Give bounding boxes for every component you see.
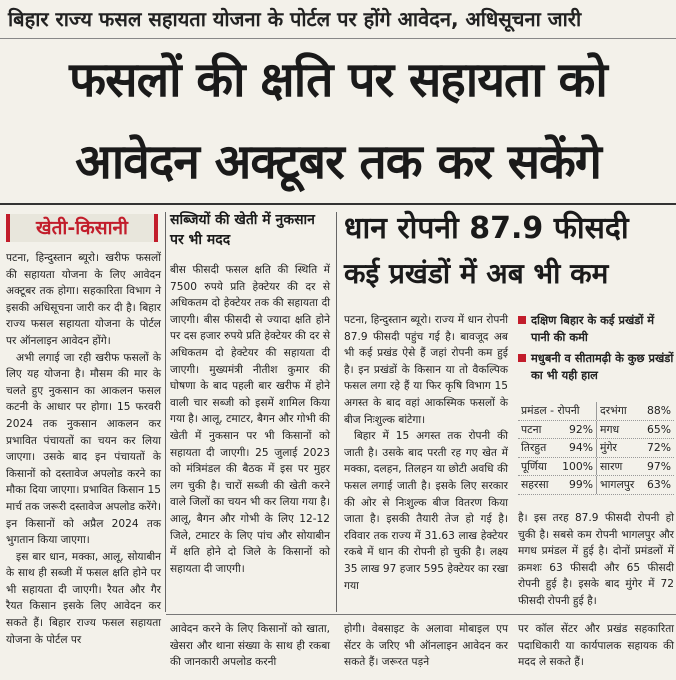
column-divider	[165, 212, 166, 612]
table-cell: 92%	[569, 422, 593, 436]
table-cell: मगध	[600, 422, 620, 436]
table-cell: 72%	[647, 441, 671, 455]
col1-paragraph: इस बार धान, मक्का, आलू, सोयाबीन के साथ ही सब्जी में फसल क्षति होने पर भी सहायता दी जाएगी। रैयत और गैर रैयत किसान इसके लिए आवेदन कर सकते हैं। बिहार राज्य फसल सहायता योजना के पोर्टल पर	[6, 550, 161, 646]
bottom-col-3: होगी। वेबसाइट के अलावा मोबाइल एप सेंटर के जरिए भी ऑनलाइन आवेदन कर सकते हैं। जरूरत पड़ने	[344, 623, 508, 669]
headline-rule	[0, 203, 676, 205]
table-cell: सहरसा	[521, 478, 549, 492]
bottom-col-2: आवेदन करने के लिए किसानों को खाता, खेसरा और थाना संख्या के साथ ही रकबा की जानकारी अपलोड करनी	[170, 623, 330, 669]
rice-highlights	[518, 312, 676, 388]
table-cell: 65%	[647, 422, 671, 436]
table-cell: 99%	[569, 478, 593, 492]
rice-text: पटना, हिन्दुस्तान ब्यूरो। राज्य में धान रोपनी 87.9 फीसदी पहुंच गई है। बावजूद अब भी कई प्रखंड ऐसे हैं जहां रोपनी कम हुई है। इन प्रखंडों के किसान या तो वैकल्पिक फसल लगा रहे हैं या फिर कृषि विभाग 15 अगस्त के बाद वहां आकस्मिक फसलों के बीज निःशुल्क बांटेगा।	[344, 314, 508, 426]
table-row	[518, 439, 674, 458]
rice-headline-1: धान रोपनी 87.9 फीसदी	[344, 211, 629, 246]
bottom-rule	[166, 614, 676, 615]
kicker-headline: बिहार राज्य फसल सहायता योजना के पोर्टल पर होंगे आवेदन, अधिसूचना जारी	[8, 7, 582, 31]
rice-text-2: बिहार में 15 अगस्त तक रोपनी की जाती है। उसके बाद परती रह गए खेत में मक्का, दलहन, तिलहन या छोटी अवधि की फसल लगाई जाती है। इसके लिए सरकार की ओर से निःशुल्क बीज वितरण किया जाता है। इसकी तैयारी तेज हो गई है। रविवार तक राज्य में 31.63 लाख हेक्टेयर रकबे में धान की रोपनी हो चुकी है। लक्ष्य 35 लाख 97 हजार 595 हेक्टेयर का रखा गया	[344, 430, 508, 592]
highlight-item	[518, 350, 676, 384]
headline-line-1: फसलों की क्षति पर सहायता को	[69, 52, 607, 108]
table-row	[518, 458, 674, 477]
table-cell: मुंगेर	[600, 441, 617, 455]
column-1	[6, 250, 161, 646]
bottom-col-4: पर कॉल सेंटर और प्रखंड सहकारिता पदाधिकारी या कार्यपालक सहायक की मदद ले सकते हैं।	[518, 623, 674, 669]
kicker-rule	[0, 38, 676, 39]
table-cell: प्रमंडल - रोपनी	[521, 404, 580, 417]
table-cell: भागलपुर	[600, 478, 635, 492]
col1-paragraph: पटना, हिन्दुस्तान ब्यूरो। खरीफ फसलों की सहायता योजना के लिए आवेदन अक्टूबर तक होगा। सहकारिता विभाग ने इसकी अधिसूचना जारी कर दी है। बिहार राज्य फसल सहायता योजना के पोर्टल पर ऑनलाइन आवेदन होंगे।	[6, 252, 161, 347]
headline-line-2: आवेदन अक्टूबर तक कर सकेंगे	[75, 134, 601, 190]
col2-text: बीस फीसदी फसल क्षति की स्थिति में 7500 रुपये प्रति हेक्टेयर की दर से अधिकतम दो हेक्टेयर तक की सहायता दी जाएगी। बीस फीसदी से ज्यादा क्षति होने पर दस हजार रुपये प्रति हेक्टेयर की दर से अधिकतम दो हेक्टेयर की सहायता दी जाएगी। मुख्यमंत्री नीतीश कुमार की घोषणा के बाद पहली बार खरीफ में होने वाली चार सब्जी को इसमें शामिल किया गया है। आलू, टमाटर, बैगन और गोभी की खेती में नुकसान पर भी किसानों को सहायता दी जाएगी। 25 जुलाई 2023 को मंत्रिमंडल की बैठक में इस पर मुहर लग चुकी है। चारों सब्जी की खेती करने वाले जिलों का चयन भी कर लिया गया है। आलू, बैगन और गोभी के लिए 12-12 जिले, टमाटर के लिए पांच और सोयाबीन में क्षति होने दो जिले के किसानों को सहायता दी जाएगी।	[170, 264, 330, 575]
table-row	[518, 402, 674, 421]
rice-column-right	[518, 510, 674, 610]
highlight-item	[518, 312, 676, 346]
table-cell: 100%	[562, 459, 593, 473]
table-cell: 88%	[647, 404, 671, 417]
rice-headline-2: कई प्रखंडों में अब भी कम	[344, 257, 609, 290]
table-cell: 63%	[647, 478, 671, 492]
table-row	[518, 476, 674, 495]
table-cell: पूर्णिया	[521, 459, 547, 473]
table-cell: तिरहुत	[521, 441, 547, 455]
section-badge: खेती-किसानी	[6, 214, 158, 242]
table-cell: 97%	[647, 459, 671, 473]
rice-text-3: है। इस तरह 87.9 फीसदी रोपनी हो चुकी है। सबसे कम रोपनी भागलपुर और मगध प्रमंडल में हुई है। दोनों प्रमंडलों में क्रमशः 63 फीसदी और 65 फीसदी रोपनी हुई है। इसके बाद मुंगेर में 72 फीसदी रोपनी हुई है।	[518, 512, 674, 607]
table-cell: सारण	[600, 459, 623, 473]
column-divider	[336, 212, 337, 612]
highlight-text: दक्षिण बिहार के कई प्रखंडों में पानी की कमी	[531, 313, 655, 344]
bullet-square-icon	[518, 316, 526, 324]
column-2	[170, 262, 330, 608]
highlight-text: मधुबनी व सीतामढ़ी के कुछ प्रखंडों का भी यही हाल	[531, 351, 674, 382]
table-cell: दरभंगा	[600, 404, 627, 417]
table-cell: 94%	[569, 441, 593, 455]
table-cell: पटना	[521, 422, 542, 436]
col2-heading: सब्जियों की खेती में नुकसान पर भी मदद	[170, 212, 315, 248]
division-stats-table	[518, 402, 674, 495]
rice-column	[344, 312, 508, 612]
table-row	[518, 421, 674, 440]
bullet-square-icon	[518, 354, 526, 362]
col1-paragraph: अभी लगाई जा रही खरीफ फसलों के लिए यह योजना है। मौसम की मार के चलते हुए नुकसान का आकलन फसल कटनी के आधार पर होगा। 15 फरवरी 2024 तक नुकसान आकलन कर प्रभावित पंचायतों का चयन कर लिया जाएगा। उसके बाद इन पंचायतों के किसानों को दस्तावेज अपलोड करने का मौका दिया जाएगा। प्रभावित किसान 15 मार्च तक जरूरी दस्तावेज अपलोड करेंगे। इन किसानों को अप्रैल 2024 तक भुगतान किया जाएगा।	[6, 351, 161, 547]
